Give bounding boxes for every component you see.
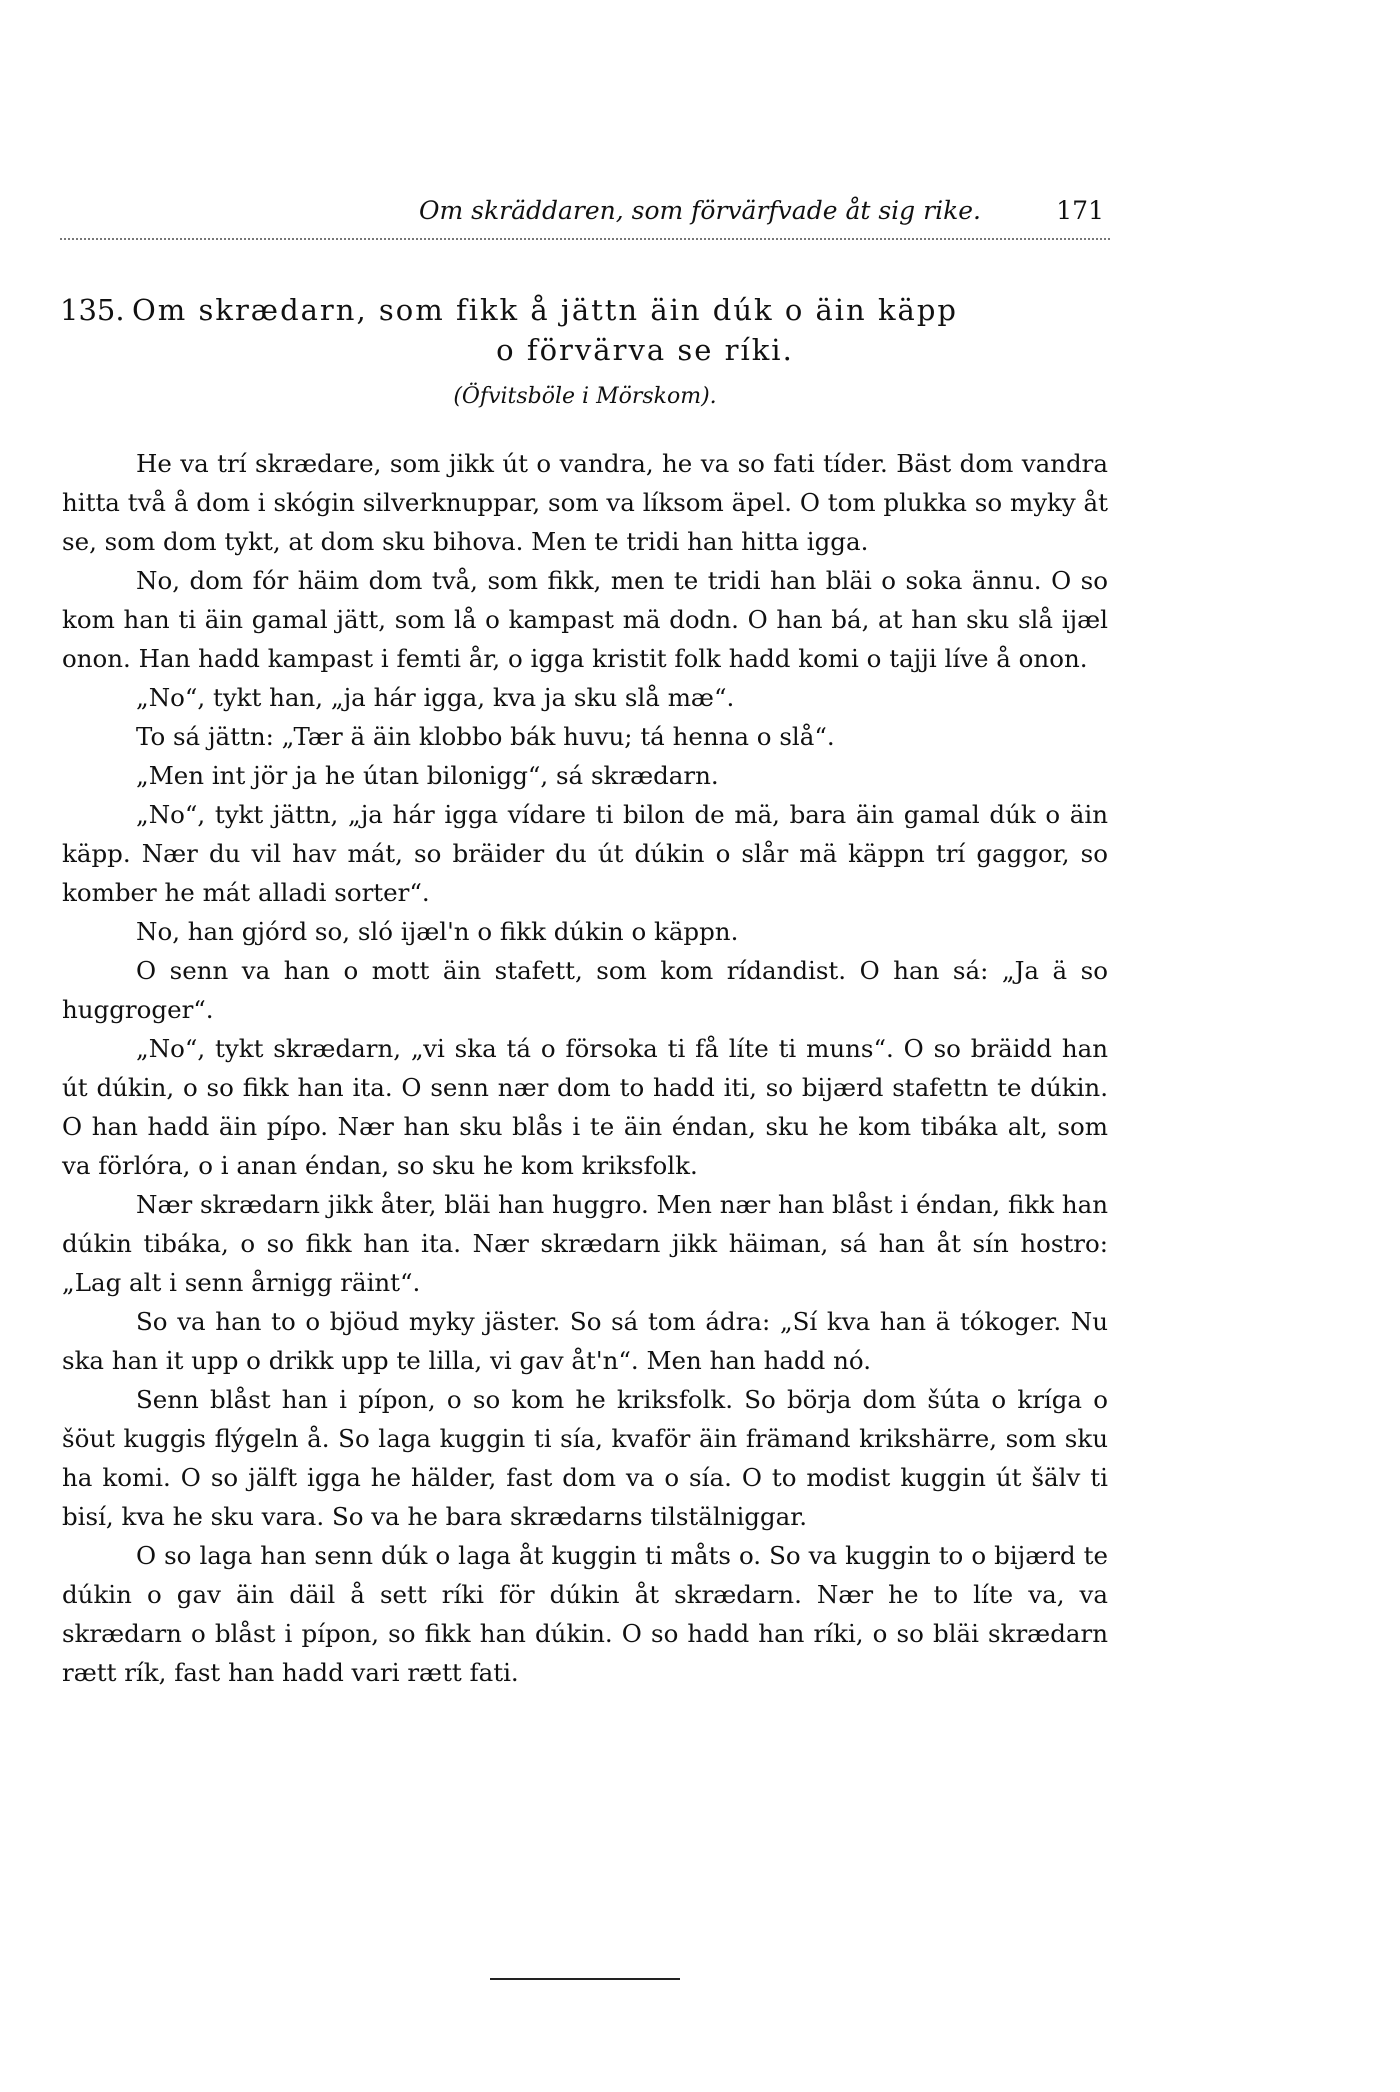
- header-rule: [60, 238, 1110, 240]
- paragraph: No, han gjórd so, sló ijæl'n o fikk dúkin o käppn.: [136, 917, 739, 946]
- end-rule: [490, 1978, 680, 1980]
- story-body: [62, 444, 1108, 1692]
- paragraph: Senn blåst han i pípon, o so kom he kriksfolk. So börja dom šúta o kríga o šöut kuggis flýgeln å. So laga kuggin ti sía, kvaför äin främand krikshärre, som sku ha komi. O so jälft igga he hälder, fast dom va o sía. O to modist kuggin út šälv ti bisí, kva he sku vara. So va he bara skrædarns tilstälniggar.: [62, 1385, 1108, 1531]
- paragraph: Nær skrædarn jikk åter, bläi han huggro. Men nær han blåst i éndan, fikk han dúkin tibáka, o so fikk han ita. Nær skrædarn jikk häiman, sá han åt sín hostro: „Lag alt i senn årnigg räint“.: [62, 1190, 1108, 1297]
- paragraph: So va han to o bjöud myky jäster. So sá tom ádra: „Sí kva han ä tókoger. Nu ska han it upp o drikk upp te lilla, vi gav åt'n“. Men han hadd nó.: [62, 1307, 1108, 1375]
- story-title-line-1: Om skrædarn, som fikk å jättn äin dúk o äin käpp: [132, 293, 958, 327]
- page-number: 171: [1056, 196, 1104, 225]
- paragraph: O so laga han senn dúk o laga åt kuggin ti måts o. So va kuggin to o bijærd te dúkin o gav äin däil å sett ríki för dúkin åt skrædarn. Nær he to líte va, va skrædarn o blåst i pípon, so fikk han dúkin. O so hadd han ríki, o so bläi skrædarn rætt rík, fast han hadd vari rætt fati.: [62, 1541, 1108, 1687]
- story-heading: [60, 290, 1110, 370]
- paragraph: He va trí skrædare, som jikk út o vandra, he va so fati tíder. Bäst dom vandra hitta två å dom i skógin silverknuppar, som va líksom äpel. O tom plukka so myky åt se, som dom tykt, at dom sku bihova. Men te tridi han hitta igga.: [62, 449, 1108, 556]
- paragraph: „No“, tykt skrædarn, „vi ska tá o försoka ti få líte ti muns“. O so bräidd han út dúkin, o so fikk han ita. O senn nær dom to hadd iti, so bijærd stafettn te dúkin. O han hadd äin pípo. Nær han sku blås i te äin éndan, sku he kom tibáka alt, som va förlóra, o i anan éndan, so sku he kom kriksfolk.: [62, 1034, 1108, 1180]
- paragraph: „Men int jör ja he útan bilonigg“, sá skrædarn.: [136, 761, 719, 790]
- story-number: 135.: [60, 293, 125, 327]
- story-source: (Öfvitsböle i Mörskom).: [453, 384, 717, 409]
- paragraph: „No“, tykt jättn, „ja hár igga vídare ti bilon de mä, bara äin gamal dúk o äin käpp. Nær du vil hav mát, so bräider du út dúkin o slår mä käppn trí gaggor, so komber he mát alladi sorter“.: [62, 800, 1108, 907]
- paragraph: To sá jättn: „Tær ä äin klobbo bák huvu; tá henna o slå“.: [136, 722, 835, 751]
- paragraph: No, dom fór häim dom två, som fikk, men te tridi han bläi o soka ännu. O so kom han ti äin gamal jätt, som lå o kampast mä dodn. O han bá, at han sku slå ijæl onon. Han hadd kampast i femti år, o igga kristit folk hadd komi o tajji líve å onon.: [62, 566, 1108, 673]
- story-title-line-2: o förvärva se ríki.: [496, 333, 794, 367]
- paragraph: O senn va han o mott äin stafett, som kom rídandist. O han sá: „Ja ä so huggroger“.: [62, 956, 1108, 1024]
- paragraph: „No“, tykt han, „ja hár igga, kva ja sku slå mæ“.: [136, 683, 735, 712]
- running-head: Om skräddaren, som förvärfvade åt sig rike.: [419, 196, 981, 225]
